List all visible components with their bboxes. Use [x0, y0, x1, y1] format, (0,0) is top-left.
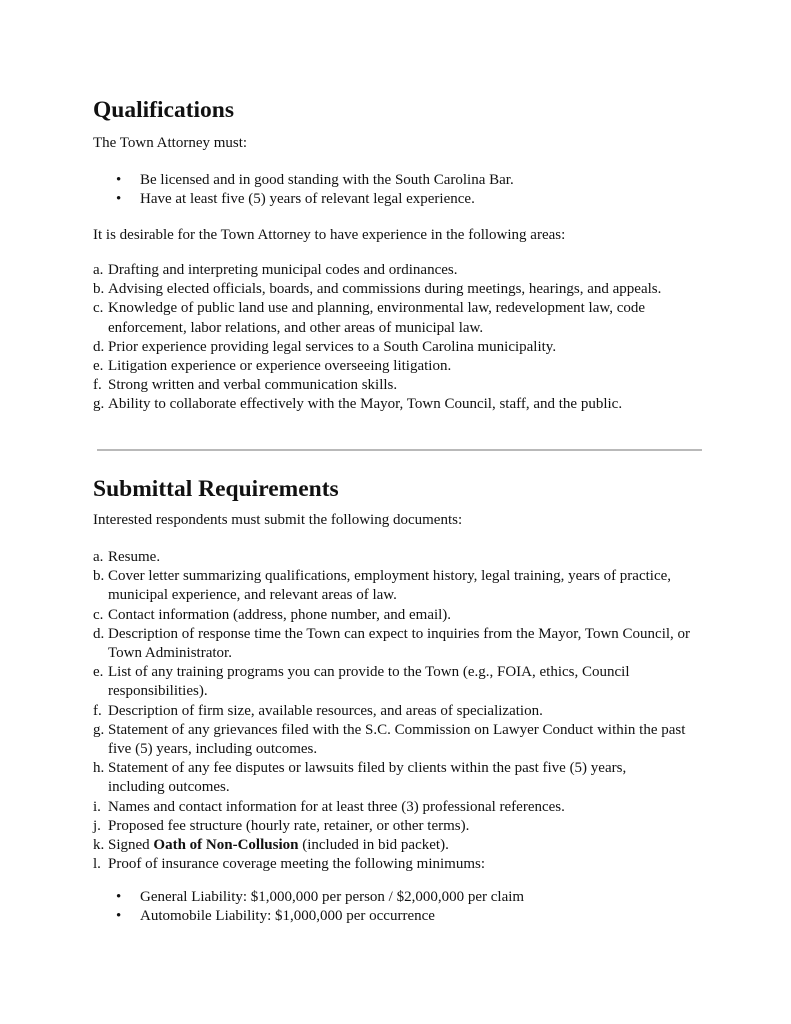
qualifications-intro: The Town Attorney must: [93, 135, 248, 151]
list-item: • Be licensed and in good standing with the South Carolina Bar. [116, 172, 514, 188]
list-item: • General Liability: $1,000,000 per person / $2,000,000 per claim [116, 889, 525, 905]
list-item: a. Resume. [93, 549, 161, 565]
list-item: • Automobile Liability: $1,000,000 per occurrence [116, 908, 435, 924]
list-item: e. Litigation experience or experience overseeing litigation. [93, 358, 452, 375]
list-item: d. Prior experience providing legal services to a South Carolina municipality. [93, 338, 557, 355]
desirable-intro: It is desirable for the Town Attorney to have experience in the following areas: [93, 227, 566, 243]
list-item: a. Drafting and interpreting municipal codes and ordinances. [93, 262, 458, 278]
list-item: f. Description of firm size, available resources, and areas of specialization. [93, 702, 543, 719]
submittal-items-list [93, 548, 703, 874]
list-item: j. Proposed fee structure (hourly rate, retainer, or other terms). [93, 817, 470, 834]
list-item: h. Statement of any fee disputes or lawsuits filed by clients within the past five (5) years, including outcomes. [93, 760, 627, 796]
list-item: c. Contact information (address, phone number, and email). [93, 606, 452, 623]
section-divider [97, 449, 702, 451]
bullet-icon: • [116, 889, 122, 905]
list-item: c. Knowledge of public land use and planning, environmental law, redevelopment law, code enforcement, labor relations, and other areas of municipal law. [93, 300, 646, 336]
insurance-list [93, 888, 524, 926]
bullet-icon: • [116, 172, 122, 188]
submittal-intro: Interested respondents must submit the following documents: [93, 512, 463, 528]
list-item: g. Statement of any grievances filed with the S.C. Commission on Lawyer Conduct within the past five (5) years, including outcomes. [93, 721, 686, 758]
list-item: d. Description of response time the Town can expect to inquiries from the Mayor, Town Council, or Town Administrator. [93, 625, 691, 662]
list-item: f. Strong written and verbal communication skills. [93, 377, 398, 394]
list-item: b. Advising elected officials, boards, and commissions during meetings, hearings, and appeals. [93, 281, 662, 298]
qualifications-heading: Qualifications [93, 97, 235, 123]
oath-of-non-collusion: Oath of Non-Collusion [153, 837, 299, 854]
desirable-areas-list [93, 261, 703, 415]
requirements-list [93, 171, 514, 209]
list-item: g. Ability to collaborate effectively with the Mayor, Town Council, staff, and the public. [93, 396, 623, 413]
list-item: l. Proof of insurance coverage meeting the following minimums: [93, 856, 485, 873]
list-item: b. Cover letter summarizing qualifications, employment history, legal training, years of practice, municipal experience, and relevant areas of law. [93, 568, 672, 604]
list-item: e. List of any training programs you can provide to the Town (e.g., FOIA, ethics, Council responsibilities). [93, 664, 630, 700]
list-item: i. Names and contact information for at least three (3) professional references. [93, 798, 565, 815]
list-item: k. Signed Oath of Non-Collusion (included in bid packet). [93, 837, 449, 854]
bullet-icon: • [116, 191, 122, 207]
submittal-heading: Submittal Requirements [93, 476, 339, 502]
list-item: • Have at least five (5) years of relevant legal experience. [116, 191, 475, 207]
bullet-icon: • [116, 908, 122, 924]
